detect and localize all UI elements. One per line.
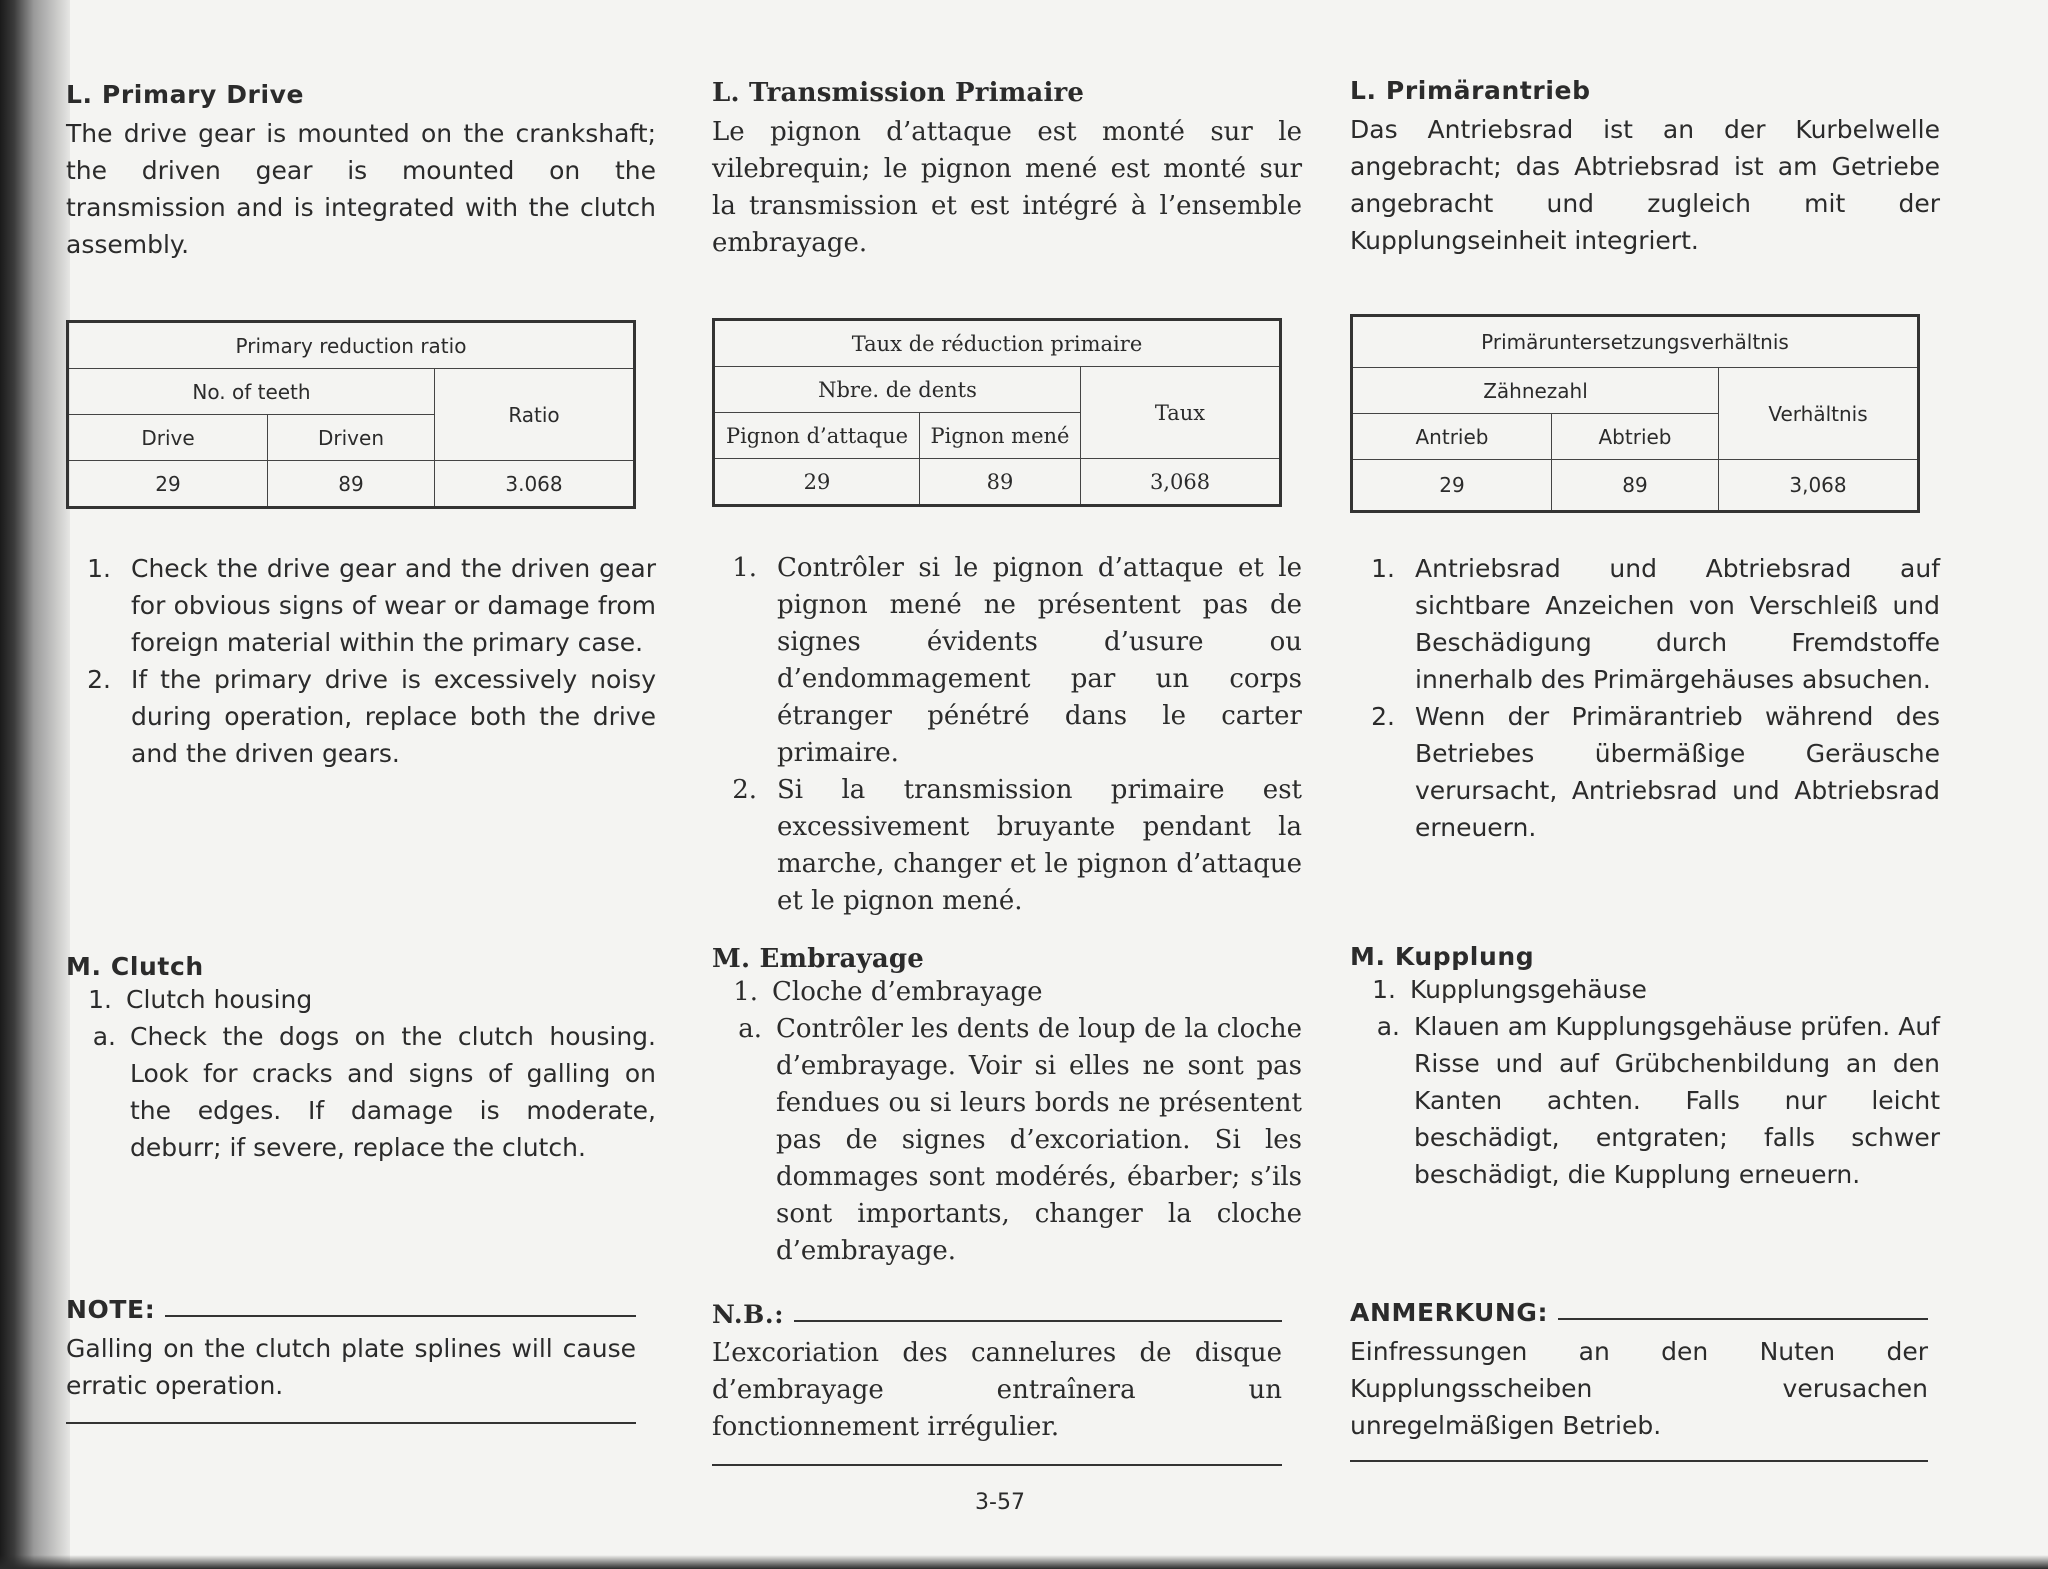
drive-value: 29	[68, 461, 268, 508]
teeth-header: No. of teeth	[68, 369, 435, 415]
driven-header: Driven	[268, 415, 435, 461]
note-block	[712, 1300, 1282, 1446]
table-caption: Taux de réduction primaire	[714, 320, 1281, 367]
list-item: 2. If the primary drive is excessively noisy during operation, replace both the drive and the driven gears.	[87, 665, 656, 768]
divider	[165, 1315, 636, 1317]
ratio-header: Verhältnis	[1719, 368, 1919, 460]
list-item: 1. Antriebsrad und Abtriebsrad auf sichtbare Anzeichen von Verschleiß und Beschädigung durch Fremdstoffe innerhalb des Primärgehäuses absuchen.	[1371, 554, 1940, 694]
drive-value: 29	[714, 459, 920, 506]
divider	[1350, 1460, 1928, 1462]
list-item: 2. Si la transmission primaire est excessivement bruyante pendant la marche, changer et le pignon d’attaque et le pignon mené.	[732, 775, 1302, 916]
drive-header: Antrieb	[1352, 414, 1552, 460]
ratio-header: Ratio	[435, 369, 635, 461]
note-text: L’excoriation des cannelures de disque d’embrayage entraînera un fonctionnement irrégulier.	[712, 1338, 1282, 1442]
page-edge-shadow	[0, 1555, 2048, 1569]
primary-drive-section	[712, 78, 1302, 262]
driven-header: Abtrieb	[1552, 414, 1719, 460]
inspection-steps	[712, 550, 1302, 920]
clutch-section	[66, 952, 656, 1166]
note-block	[1350, 1298, 1928, 1444]
driven-value: 89	[1552, 460, 1719, 512]
section-title: M. Embrayage	[712, 944, 925, 974]
clutch-item: 1. Clutch housing a. Check the dogs on the clutch housing. Look for cracks and signs of galling on the edges. If damage is moderate, deburr; if severe, replace the clutch.	[88, 985, 656, 1162]
inspection-steps	[1350, 550, 1940, 846]
drive-header: Drive	[68, 415, 268, 461]
section-text: Das Antriebsrad ist an der Kurbelwelle angebracht; das Abtriebsrad ist am Getriebe angebracht und zugleich mit der Kupplungseinheit integriert.	[1350, 115, 1940, 255]
list-item: 2. Wenn der Primärantrieb während des Betriebes übermäßige Geräusche verursacht, Antriebsrad und Abtriebsrad erneuern.	[1371, 702, 1940, 842]
note-text: Galling on the clutch plate splines will cause erratic operation.	[66, 1334, 636, 1400]
drive-header: Pignon d’attaque	[714, 413, 920, 459]
section-text: The drive gear is mounted on the crankshaft; the driven gear is mounted on the transmission and is integrated with the clutch assembly.	[66, 119, 656, 259]
primary-drive-section	[1350, 76, 1940, 259]
section-title: M. Clutch	[66, 952, 204, 981]
reduction-ratio-table	[712, 318, 1282, 507]
section-title: L. Primary Drive	[66, 80, 305, 109]
ratio-value: 3,068	[1719, 460, 1919, 512]
book-binding-shadow	[0, 0, 70, 1569]
reduction-ratio-table	[66, 320, 636, 509]
inspection-steps	[66, 550, 656, 772]
reduction-ratio-table	[1350, 314, 1920, 513]
teeth-header: Zähnezahl	[1352, 368, 1719, 414]
page-number: 3-57	[975, 1490, 1025, 1515]
divider	[712, 1464, 1282, 1466]
note-title: N.B.:	[712, 1300, 785, 1329]
driven-header: Pignon mené	[920, 413, 1081, 459]
clutch-section	[712, 944, 1302, 1270]
teeth-header: Nbre. de dents	[714, 367, 1081, 413]
divider	[1558, 1318, 1928, 1320]
drive-value: 29	[1352, 460, 1552, 512]
section-title: L. Transmission Primaire	[712, 78, 1085, 108]
clutch-item: 1. Cloche d’embrayage a. Contrôler les dents de loup de la cloche d’embrayage. Voir si elles ne sont pas fendues ou si leurs bords ne présentent pas de signes d’excoriation. Si les dommages sont modérés, ébarber; s’ils sont importants, changer la cloche d’embrayage.	[733, 977, 1302, 1266]
list-item: 1. Check the drive gear and the driven gear for obvious signs of wear or damage from foreign material within the primary case.	[87, 554, 656, 657]
note-title: NOTE:	[66, 1295, 156, 1324]
section-title: M. Kupplung	[1350, 942, 1535, 971]
section-text: Le pignon d’attaque est monté sur le vilebrequin; le pignon mené est monté sur la transmission et est intégré à l’ensemble embrayage.	[712, 117, 1302, 258]
note-text: Einfressungen an den Nuten der Kupplungsscheiben verusachen unregelmäßigen Betrieb.	[1350, 1337, 1928, 1440]
divider	[66, 1422, 636, 1424]
ratio-value: 3,068	[1081, 459, 1281, 506]
list-item: 1. Contrôler si le pignon d’attaque et le pignon mené ne présentent pas de signes évidents d’usure ou d’endommagement par un corps étranger pénétré dans le carter primaire.	[732, 553, 1302, 768]
divider	[794, 1320, 1282, 1322]
ratio-header: Taux	[1081, 367, 1281, 459]
driven-value: 89	[268, 461, 435, 508]
note-block	[66, 1295, 636, 1404]
table-caption: Primäruntersetzungsverhältnis	[1352, 316, 1919, 368]
ratio-value: 3.068	[435, 461, 635, 508]
clutch-section	[1350, 942, 1940, 1193]
driven-value: 89	[920, 459, 1081, 506]
section-title: L. Primärantrieb	[1350, 76, 1591, 105]
clutch-item: 1. Kupplungsgehäuse a. Klauen am Kupplungsgehäuse prüfen. Auf Risse und auf Grübchenbildung an den Kanten achten. Falls nur leicht beschädigt, entgraten; falls schwer beschädigt, die Kupplung erneuern.	[1372, 975, 1940, 1189]
note-title: ANMERKUNG:	[1350, 1298, 1549, 1327]
primary-drive-section	[66, 80, 656, 263]
table-caption: Primary reduction ratio	[68, 322, 635, 369]
